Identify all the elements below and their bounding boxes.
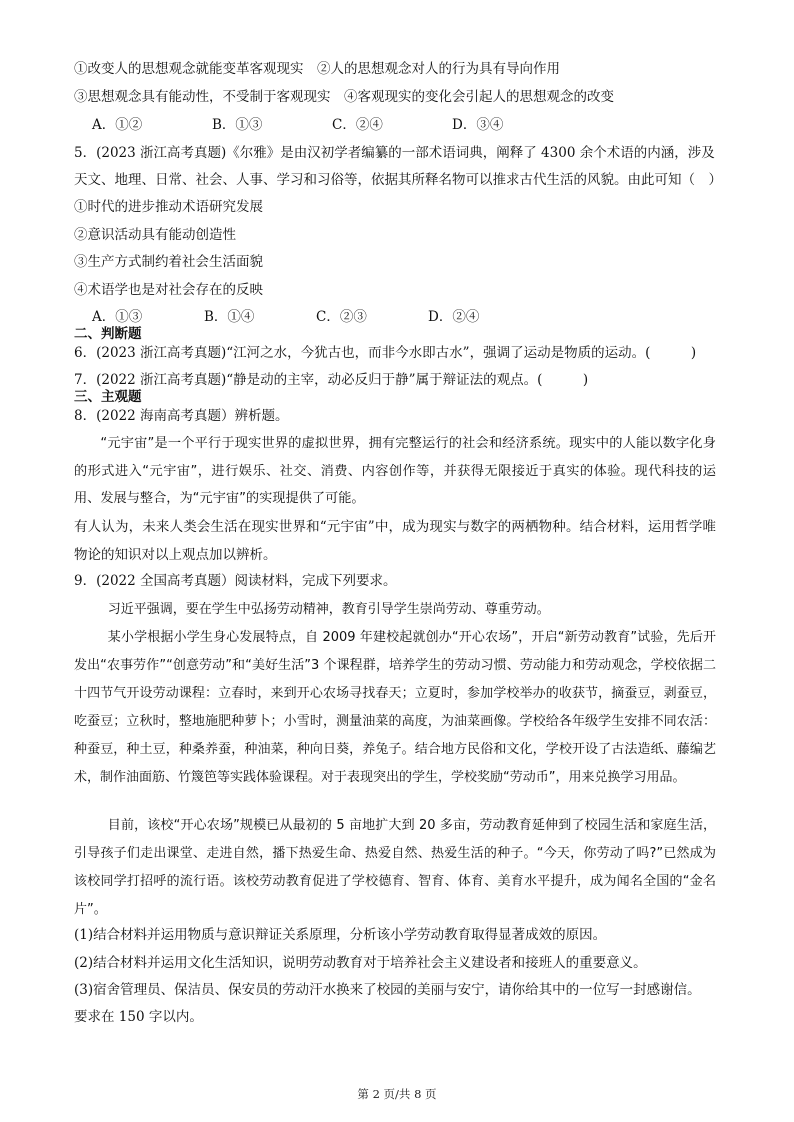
q5-options	[92, 307, 540, 327]
q9-subquestion-3-requirement: 要求在 150 字以内。	[74, 1009, 203, 1025]
q4-option-a: A．①②	[92, 117, 143, 133]
q5-option-d: D．②④	[428, 309, 480, 325]
q8-task: 有人认为，未来人类会生活在现实世界和“元宇宙”中，成为现实与数字的两栖物种。结合材料，运用哲学唯物论的知识对以上观点加以辨析。	[74, 519, 716, 563]
q9-subquestion-2: (2)结合材料并运用文化生活知识，说明劳动教育对于培养社会主义建设者和接班人的重要意义。	[74, 955, 647, 971]
q8-material: “元宇宙”是一个平行于现实世界的虚拟世界，拥有完整运行的社会和经济系统。现实中的人能以数字化身的形式进入“元宇宙”，进行娱乐、社交、消费、内容创作等，并获得无限接近于真实的体验。现代科技的运用、发展与整合，为“元宇宙”的实现提供了可能。	[74, 436, 716, 506]
q9-material-p1: 习近平强调，要在学生中弘扬劳动精神，教育引导学生崇尚劳动、尊重劳动。	[107, 602, 550, 617]
q5-option-b: B．①④	[204, 309, 255, 325]
q9-material-p3: 目前，该校“开心农场”规模已从最初的 5 亩地扩大到 20 多亩，劳动教育延伸到了校园生活和家庭生活，引导孩子们走出课堂、走进自然，播下热爱生命、热爱自然、热爱生活的种子。“今天，你劳动了吗?”已然成为该校同学打招呼的流行语。该校劳动教育促进了学校德育、智育、体育、美育水平提升，成为闻名全国的“金名片”。	[74, 818, 716, 917]
q9-subquestion-3: (3)宿舍管理员、保洁员、保安员的劳动汗水换来了校园的美丽与安宁，请你给其中的一位写一封感谢信。	[74, 982, 701, 998]
q5-option-a: A．①③	[92, 309, 143, 325]
q9-subquestion-1: (1)结合材料并运用物质与意识辩证关系原理，分析该小学劳动教育取得显著成效的原因。	[74, 927, 607, 943]
q4-choice-line-2: ③思想观念具有能动性，不受制于客观现实 ④客观现实的变化会引起人的思想观念的改变	[74, 89, 614, 105]
q4-choice-line-1: ①改变人的思想观念就能变革客观现实 ②人的思想观念对人的行为具有导向作用	[74, 61, 560, 77]
q5-stem-line-2: 天文、地理、日常、社会、人事、学习和习俗等，依据其所释名物可以推求古代生活的风貌。由此可知（ ）	[74, 172, 722, 188]
q5-item-3: ③生产方式制约着社会生活面貌	[74, 254, 263, 270]
q5-option-c: C．②③	[316, 309, 367, 325]
q4-option-d: D．③④	[452, 117, 504, 133]
q5-item-1: ①时代的进步推动术语研究发展	[74, 199, 263, 215]
page-footer: 第 2 页/共 8 页	[357, 1087, 437, 1101]
q5-item-2: ②意识活动具有能动创造性	[74, 227, 236, 243]
q6-text: 6．(2023 浙江高考真题)“江河之水，今犹古也，而非今水即古水”，强调了运动是物质的运动。( )	[74, 345, 697, 361]
section-heading-subjective: 三、主观题	[74, 389, 142, 405]
section-heading-judgement: 二、判断题	[74, 326, 142, 342]
q8-stem: 8．(2022 海南高考真题）辨析题。	[74, 408, 289, 424]
q5-item-4: ④术语学也是对社会存在的反映	[74, 282, 263, 298]
q9-stem: 9．(2022 全国高考真题）阅读材料，完成下列要求。	[74, 573, 397, 589]
q7-text: 7．(2022 浙江高考真题)“静是动的主宰，动必反归于静”属于辩证法的观点。( )	[74, 372, 589, 388]
q4-option-c: C．②④	[332, 117, 383, 133]
q4-options	[92, 115, 572, 135]
q4-option-b: B．①③	[212, 117, 263, 133]
q5-stem-line-1: 5．(2023 浙江高考真题)《尔雅》是由汉初学者编纂的一部术语词典，阐释了 4300 余个术语的内涵，涉及	[74, 145, 715, 161]
q9-material-p2: 某小学根据小学生身心发展特点，自 2009 年建校起就创办“开心农场”，开启“新劳动教育”试验，先后开发出“农事劳作”“创意劳动”和“美好生活”3 个课程群，培养学生的劳动习惯、劳动能力和劳动观念，学校依据二十四节气开设劳动课程：立春时，来到开心农场寻找春天；立夏时，参加学校举办的收获节，摘蚕豆，剥蚕豆，吃蚕豆；立秋时，整地施肥种萝卜；小雪时，测量油菜的高度，为油菜画像。学校给各年级学生安排不同农活：种蚕豆，种土豆，种桑养蚕，种油菜，种向日葵，养兔子。结合地方民俗和文化，学校开设了古法造纸、藤编艺术，制作油面筋、竹篾笆等实践体验课程。对于表现突出的学生，学校奖励“劳动币”，用来兑换学习用品。	[74, 630, 716, 785]
